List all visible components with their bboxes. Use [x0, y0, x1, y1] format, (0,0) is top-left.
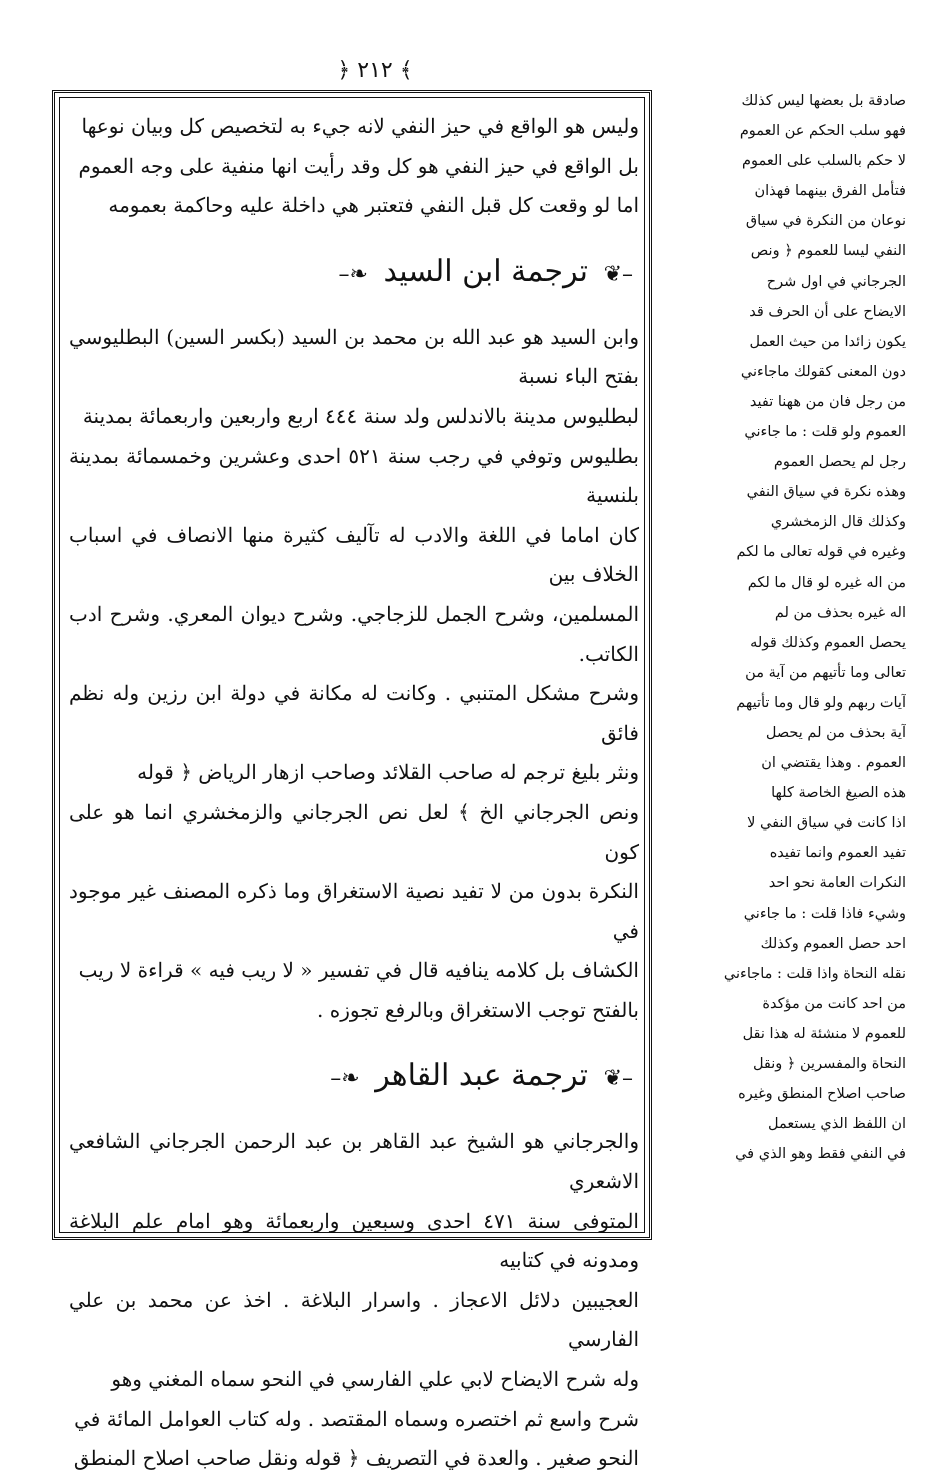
margin-line: وكذلك قال الزمخشري [770, 514, 906, 531]
margin-line: احد حصل العموم وكذلك [760, 935, 906, 952]
main-paragraph: بالفتح توجب الاستغراق وبالرفع تجوزه . [317, 997, 639, 1022]
ornament-icon: ❧– [330, 1066, 360, 1092]
margin-line: هذه الصيغ الخاصة كلها [771, 785, 906, 802]
margin-line: ان اللفظ الذي يستعمل [768, 1116, 906, 1133]
ornament-icon: –❦ [603, 1066, 633, 1092]
margin-line: من اله غيره لو قال ما لكم [747, 574, 906, 591]
ornament-icon: –❦ [603, 261, 633, 287]
margin-line: صاحب اصلاح المنطق وغيره [738, 1086, 906, 1103]
margin-line: النكرات العامة نحو احد [768, 875, 906, 892]
margin-line: يحصل العموم وكذلك قوله [750, 634, 906, 651]
margin-line: صادقة بل بعضها ليس كذلك [741, 93, 906, 109]
main-paragraph: بل الواقع في حيز النفي هو كل وقد رأيت انها منفية على وجه العموم [78, 153, 639, 178]
main-paragraph: لبطليوس مدينة بالاندلس ولد سنة ٤٤٤ اربع واربعين واربعمائة بمدينة [82, 403, 639, 428]
main-paragraph: وله شرح الايضاح لابي علي الفارسي في النحو سماه المغني وهو [111, 1367, 639, 1392]
main-paragraph: والجرجاني هو الشيخ عبد القاهر بن عبد الرحمن الجرجاني الشافعي الاشعري [69, 1129, 639, 1194]
margin-line: النحاة والمفسرين ﴿ ونقل [752, 1056, 906, 1072]
main-paragraph: العجيبين دلائل الاعجاز . واسرار البلاغة . اخذ عن محمد بن علي الفارسي [69, 1287, 639, 1352]
margin-line: دون المعنى كقولك ماجاءني [740, 363, 906, 380]
margin-line: العموم ولو قلت : ما جاءني [744, 424, 906, 441]
page-number: ﴾ ٢١٢ ﴿ [337, 58, 413, 83]
margin-line: وهذه نكرة في سياق النفي [746, 484, 906, 501]
main-text-frame [52, 90, 652, 1471]
margin-line: فهو سلب الحكم عن العموم [739, 123, 906, 140]
section-heading-text: ترجمة عبد القاهر [375, 1058, 589, 1094]
ornament-icon: ❧– [338, 261, 368, 287]
margin-line: وغيره في قوله تعالى ما لكم [736, 544, 906, 561]
main-paragraph: ونثر بليغ ترجم له صاحب القلائد وصاحب ازهار الرياض ﴿ قوله [137, 760, 639, 785]
margin-line: نقله النحاة واذا قلت : ماجاءني [723, 965, 906, 982]
margin-line: الجرجاني في اول شرح [766, 273, 906, 290]
main-paragraph: وابن السيد هو عبد الله بن محمد بن السيد (بكسر السين) البطليوسي بفتح الباء نسبة [69, 324, 639, 389]
margin-line: النفي ليسا للعموم ﴿ ونص [750, 243, 906, 260]
margin-line: نوعان من النكرة في سياق [745, 213, 906, 230]
margin-line: اذا كانت في سياق النفي لا [747, 815, 906, 832]
margin-line: وشيء فاذا قلت : ما جاءني [743, 905, 906, 922]
main-paragraph: اما لو وقعت كل قبل النفي فتعتبر هي داخلة عليه وحاكمة بعمومه [108, 193, 639, 218]
margin-line: يكون زائدا من حيث العمل [749, 333, 906, 350]
margin-line: من رجل فان من ههنا تفيد [749, 393, 906, 410]
margin-line: الايضاح على أن الحرف قد [749, 303, 906, 320]
main-paragraph: النكرة بدون من لا تفيد نصية الاستغراق وما ذكره المصنف غير موجود في [69, 879, 639, 943]
section-heading-abd-al-qahir [69, 1030, 639, 1122]
margin-line: العموم . وهذا يقتضي ان [761, 755, 906, 772]
main-paragraph: شرح واسع ثم اختصره وسماه المقتصد . وله كتاب العوامل المائة في [74, 1406, 639, 1431]
margin-line: من احد كانت من مؤكدة [762, 995, 906, 1012]
margin-line: لا حكم بالسلب على العموم [741, 153, 906, 170]
margin-line: فتأمل الفرق بينهما فهذان [754, 183, 906, 200]
main-paragraph: الكشاف بل كلامه ينافيه قال في تفسير « لا ريب فيه » قراءة لا ريب [78, 958, 639, 983]
main-paragraph: كان اماما في اللغة والادب له تآليف كثيرة منها الانصاف في اسباب الخلاف بين [69, 522, 639, 587]
margin-line: للعموم لا منشئة له هذا نقل [742, 1025, 906, 1042]
main-paragraph: وليس هو الواقع في حيز النفي لانه جيء به لتخصيص كل وبيان نوعها [81, 114, 639, 138]
main-text [69, 107, 639, 1479]
main-paragraph: النحو صغير . والعدة في التصريف ﴿ قوله ونقل صاحب اصلاح المنطق [73, 1446, 639, 1471]
main-paragraph: المسلمين، وشرح الجمل للزجاجي. وشرح ديوان المعري. وشرح ادب الكاتب. [69, 601, 639, 666]
main-paragraph: المتوفى سنة ٤٧١ احدى وسبعين واربعمائة وهو امام علم البلاغة ومدونه في كتابيه [69, 1208, 639, 1273]
margin-line: اله غيره بحذف من لم [774, 604, 906, 621]
main-paragraph: ونص الجرجاني الخ ﴾ لعل نص الجرجاني والزمخشري انما هو على كون [69, 799, 639, 864]
margin-line: آيات ربهم ولو قال وما تأتيهم [736, 694, 906, 711]
margin-line: رجل لم يحصل العموم [773, 454, 906, 471]
margin-line: تفيد العموم وانما تفيده [769, 845, 906, 862]
margin-line: تعالى وما تأتيهم من آية من [745, 664, 906, 681]
main-paragraph: بطليوس وتوفي في رجب سنة ٥٢١ احدى وعشرين وخمسمائة بمدينة بلنسية [69, 443, 639, 508]
margin-line: آية بحذف من لم يحصل [765, 724, 906, 741]
margin-line: في النفي فقط وهو الذي في [735, 1146, 906, 1163]
section-heading-ibn-al-sayyid [69, 226, 639, 318]
margin-commentary [666, 86, 906, 1169]
main-paragraph: وشرح مشكل المتنبي . وكانت له مكانة في دولة ابن رزين وله نظم فائق [69, 681, 639, 745]
section-heading-text: ترجمة ابن السيد [383, 253, 589, 289]
